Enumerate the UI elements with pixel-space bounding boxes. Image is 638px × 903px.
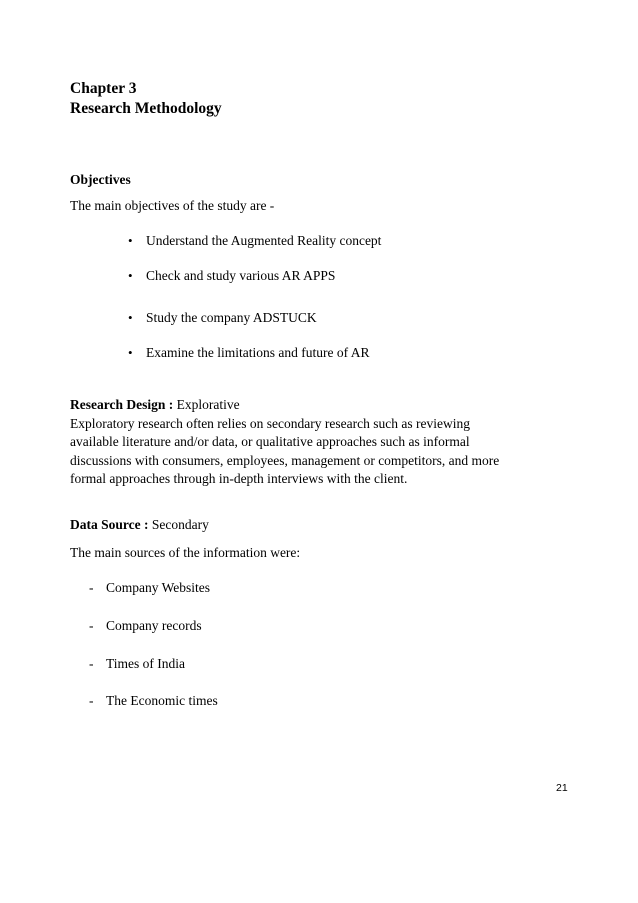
bullet-icon: • [128,268,133,283]
bullet-icon: • [128,345,133,360]
objective-item-text: Examine the limitations and future of AR [146,345,370,360]
page-number: 21 [556,782,568,794]
dash-icon: - [89,580,94,595]
objective-item [128,310,317,326]
objectives-intro: The main objectives of the study are - [70,198,275,213]
research-design-line: formal approaches through in-depth interviews with the client. [70,471,408,486]
objective-item [128,233,381,249]
objectives-heading: Objectives [70,172,131,187]
objective-item-text: Understand the Augmented Reality concept [146,233,382,248]
objective-item-text: Study the company ADSTUCK [146,310,317,325]
dash-icon: - [89,656,94,671]
objective-item-text: Check and study various AR APPS [146,268,336,283]
chapter-number: Chapter 3 [70,80,137,97]
data-source-item [89,579,210,598]
data-source-label: Data Source : [70,517,149,532]
research-design-line: available literature and/or data, or qualitative approaches such as informal [70,434,470,449]
chapter-heading [70,79,222,119]
objective-item [128,345,369,361]
data-source-heading [70,516,209,535]
data-source-item-text: Company records [106,618,202,633]
data-source-value: Secondary [151,517,209,532]
data-source-item [89,617,202,636]
research-design-value: Explorative [176,397,240,412]
data-source-item-text: Company Websites [106,580,211,595]
dash-icon: - [89,618,94,633]
objective-item [128,268,335,284]
data-source-item [89,655,185,674]
chapter-title: Research Methodology [70,100,222,117]
research-design-heading [70,396,499,415]
data-source-intro: The main sources of the information were: [70,545,301,560]
bullet-icon: • [128,233,133,248]
bullet-icon: • [128,310,133,325]
research-design-line: Exploratory research often relies on secondary research such as reviewing [70,415,470,431]
data-source-item-text: Times of India [106,656,186,671]
research-design-block [70,396,499,489]
research-design-line: discussions with consumers, employees, management or competitors, and more [70,452,500,468]
data-source-item-text: The Economic times [106,693,218,708]
research-design-label: Research Design : [70,397,174,412]
data-source-item [89,692,218,711]
dash-icon: - [89,693,94,708]
